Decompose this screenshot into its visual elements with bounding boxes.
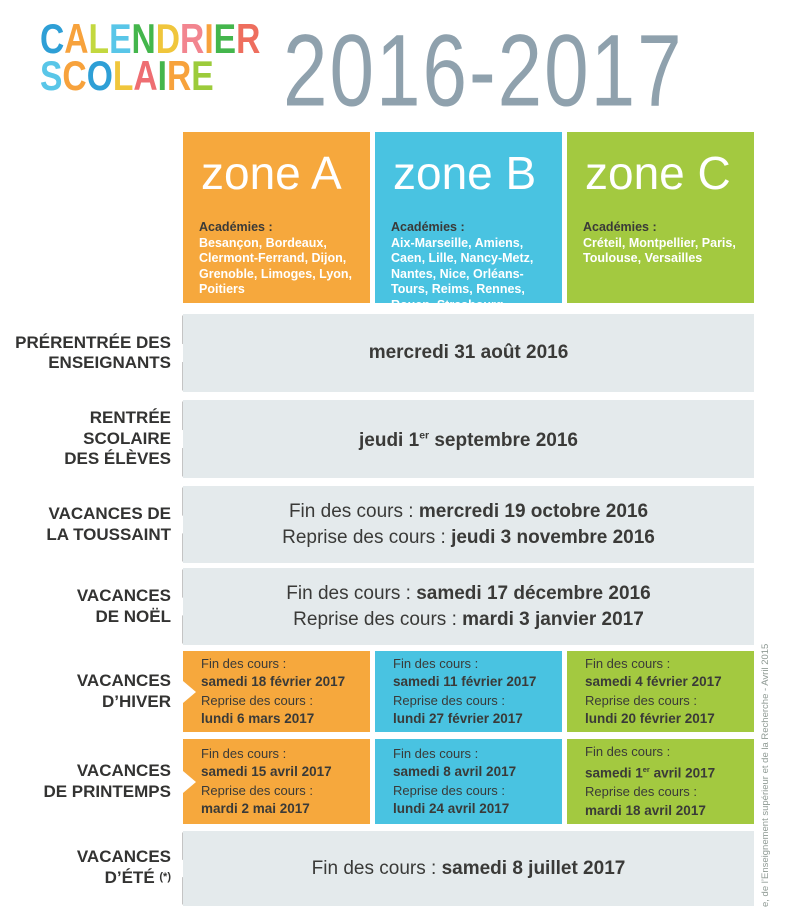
fin-date: samedi 11 février 2017 bbox=[393, 674, 537, 689]
printemps-zone-b-cell bbox=[375, 739, 562, 824]
fin-line: Fin des cours : samedi 17 décembre 2016 bbox=[286, 582, 651, 604]
zone-b-title: zone B bbox=[393, 147, 537, 199]
row-ete-label bbox=[0, 831, 171, 906]
reprise-label: Reprise des cours : bbox=[201, 782, 313, 798]
zone-b-header bbox=[375, 132, 562, 312]
academies-label: Académies : bbox=[391, 220, 465, 234]
white-arrow-notch bbox=[183, 771, 196, 793]
printemps-zone-a-cell bbox=[183, 739, 370, 824]
label-line: LA TOUSSAINT bbox=[46, 524, 171, 544]
row-ete bbox=[0, 831, 805, 906]
zone-a-header bbox=[183, 132, 370, 303]
row-toussaint-value bbox=[183, 486, 754, 563]
reprise-line: Reprise des cours : jeudi 3 novembre 2016 bbox=[282, 526, 655, 548]
white-arrow-notch bbox=[183, 681, 196, 703]
label-line: PRÉRENTRÉE DES bbox=[15, 332, 171, 352]
row-hiver-cells bbox=[183, 651, 754, 732]
label-line: VACANCES DE bbox=[48, 504, 171, 523]
reprise-date: mardi 18 avril 2017 bbox=[585, 802, 706, 818]
reprise-label: Reprise des cours : bbox=[585, 692, 697, 708]
logo-letter: S bbox=[40, 52, 63, 99]
row-toussaint-label bbox=[0, 486, 171, 563]
label-line: VACANCES bbox=[76, 586, 171, 605]
fin-date: samedi 15 avril 2017 bbox=[201, 764, 332, 779]
logo-letter: D bbox=[155, 15, 181, 62]
fin-date: samedi 8 avril 2017 bbox=[393, 764, 517, 779]
fin-label: Fin des cours : bbox=[393, 655, 479, 671]
label-line: DES ÉLÈVES bbox=[64, 449, 171, 469]
logo-letter: E bbox=[213, 15, 237, 62]
reprise-line: Reprise des cours : mardi 3 janvier 2017 bbox=[293, 608, 644, 630]
academies-label: Académies : bbox=[199, 220, 273, 234]
row-prerentree-label bbox=[0, 314, 171, 392]
logo-letter: E bbox=[109, 15, 132, 62]
row-noel-label bbox=[0, 568, 171, 645]
reprise-date: lundi 6 mars 2017 bbox=[201, 711, 315, 726]
logo-letter: R bbox=[236, 15, 261, 62]
logo-letter: A bbox=[133, 52, 158, 99]
logo-letter: A bbox=[64, 15, 89, 62]
calendrier-scolaire-logo bbox=[40, 15, 261, 99]
row-rentree-value bbox=[183, 400, 754, 478]
fin-label: Fin des cours : bbox=[201, 745, 287, 761]
label-line: RENTRÉE bbox=[89, 408, 171, 428]
logo-letter: E bbox=[191, 52, 214, 99]
label-line: D’ÉTÉ (*) bbox=[104, 867, 171, 887]
fin-line: Fin des cours : mercredi 19 octobre 2016 bbox=[288, 500, 649, 522]
logo-line-scolaire bbox=[40, 52, 260, 99]
date-text: jeudi 1er septembre 2016 bbox=[359, 430, 578, 452]
logo-letter: N bbox=[131, 15, 156, 62]
logo-letter: R bbox=[180, 15, 205, 62]
row-ete-value bbox=[183, 831, 754, 906]
row-printemps bbox=[0, 739, 805, 824]
printemps-zone-c-cell bbox=[567, 739, 754, 824]
reprise-label: Reprise des cours : bbox=[201, 692, 313, 708]
date-text: mercredi 31 août 2016 bbox=[368, 342, 569, 363]
label-line: D’HIVER bbox=[102, 691, 171, 711]
zone-a-academies bbox=[199, 220, 362, 298]
academies-list: Créteil, Montpellier, Paris, Toulouse, Versailles bbox=[583, 235, 736, 265]
hiver-zone-a-cell bbox=[183, 651, 370, 732]
label-line: SCOLAIRE bbox=[83, 428, 171, 448]
reprise-label: Reprise des cours : bbox=[393, 692, 505, 708]
fin-label: Fin des cours : bbox=[585, 655, 671, 671]
row-toussaint bbox=[0, 486, 805, 563]
school-year-title: 2016-2017 bbox=[283, 13, 684, 128]
hiver-zone-c-cell bbox=[567, 651, 754, 732]
row-prerentree bbox=[0, 314, 805, 392]
logo-letter: R bbox=[166, 52, 192, 99]
reprise-date: mardi 2 mai 2017 bbox=[201, 801, 310, 816]
reprise-date: lundi 24 avril 2017 bbox=[393, 801, 510, 816]
fin-date: samedi 18 février 2017 bbox=[201, 674, 346, 689]
reprise-label: Reprise des cours : bbox=[585, 784, 697, 800]
row-hiver bbox=[0, 651, 805, 732]
zone-b-academies bbox=[391, 220, 554, 313]
fin-label: Fin des cours : bbox=[393, 745, 479, 761]
label-line: ENSEIGNANTS bbox=[48, 353, 171, 372]
logo-letter: L bbox=[88, 15, 110, 62]
row-noel-value bbox=[183, 568, 754, 645]
academies-label: Académies : bbox=[583, 220, 657, 234]
label-line: VACANCES bbox=[76, 761, 171, 780]
logo-letter: L bbox=[112, 52, 134, 99]
zone-a-title: zone A bbox=[201, 147, 342, 199]
credit-vertical-text: e, de l’Enseignement supérieur et de la Recherche - Avril 2015 bbox=[760, 643, 771, 907]
row-prerentree-value bbox=[183, 314, 754, 392]
fin-line: Fin des cours : samedi 8 juillet 2017 bbox=[311, 857, 626, 879]
fin-label: Fin des cours : bbox=[585, 743, 671, 759]
academies-list: Besançon, Bordeaux, Clermont-Ferrand, Dijon, Grenoble, Limoges, Lyon, Poitiers bbox=[199, 235, 353, 296]
fin-label: Fin des cours : bbox=[201, 655, 287, 671]
hiver-zone-b-cell bbox=[375, 651, 562, 732]
logo-letter: I bbox=[204, 15, 214, 62]
label-line: VACANCES bbox=[76, 847, 171, 866]
logo-letter: C bbox=[62, 52, 87, 99]
logo-letter: I bbox=[157, 52, 167, 99]
footnote-marker: (*) bbox=[159, 870, 171, 883]
row-printemps-cells bbox=[183, 739, 754, 824]
row-printemps-label bbox=[0, 739, 171, 824]
label-line: DE NOËL bbox=[95, 606, 171, 626]
row-noel bbox=[0, 568, 805, 645]
zone-c-title: zone C bbox=[585, 147, 731, 199]
fin-date: samedi 1er avril 2017 bbox=[585, 765, 716, 781]
reprise-date: lundi 20 février 2017 bbox=[585, 711, 715, 726]
row-rentree-label bbox=[0, 400, 171, 478]
academies-list: Aix-Marseille, Amiens, Caen, Lille, Nancy-Metz, Nantes, Nice, Orléans-Tours, Reims, Rennes, Rouen, Strasbourg bbox=[391, 235, 534, 312]
row-rentree bbox=[0, 400, 805, 478]
label-line: DE PRINTEMPS bbox=[43, 781, 171, 801]
fin-date: samedi 4 février 2017 bbox=[585, 674, 722, 689]
label-line: VACANCES bbox=[76, 671, 171, 690]
zone-c-academies bbox=[583, 220, 746, 267]
reprise-date: lundi 27 février 2017 bbox=[393, 711, 523, 726]
zone-c-header bbox=[567, 132, 754, 303]
logo-letter: C bbox=[40, 15, 65, 62]
reprise-label: Reprise des cours : bbox=[393, 782, 505, 798]
row-hiver-label bbox=[0, 651, 171, 732]
logo-letter: O bbox=[86, 52, 113, 99]
